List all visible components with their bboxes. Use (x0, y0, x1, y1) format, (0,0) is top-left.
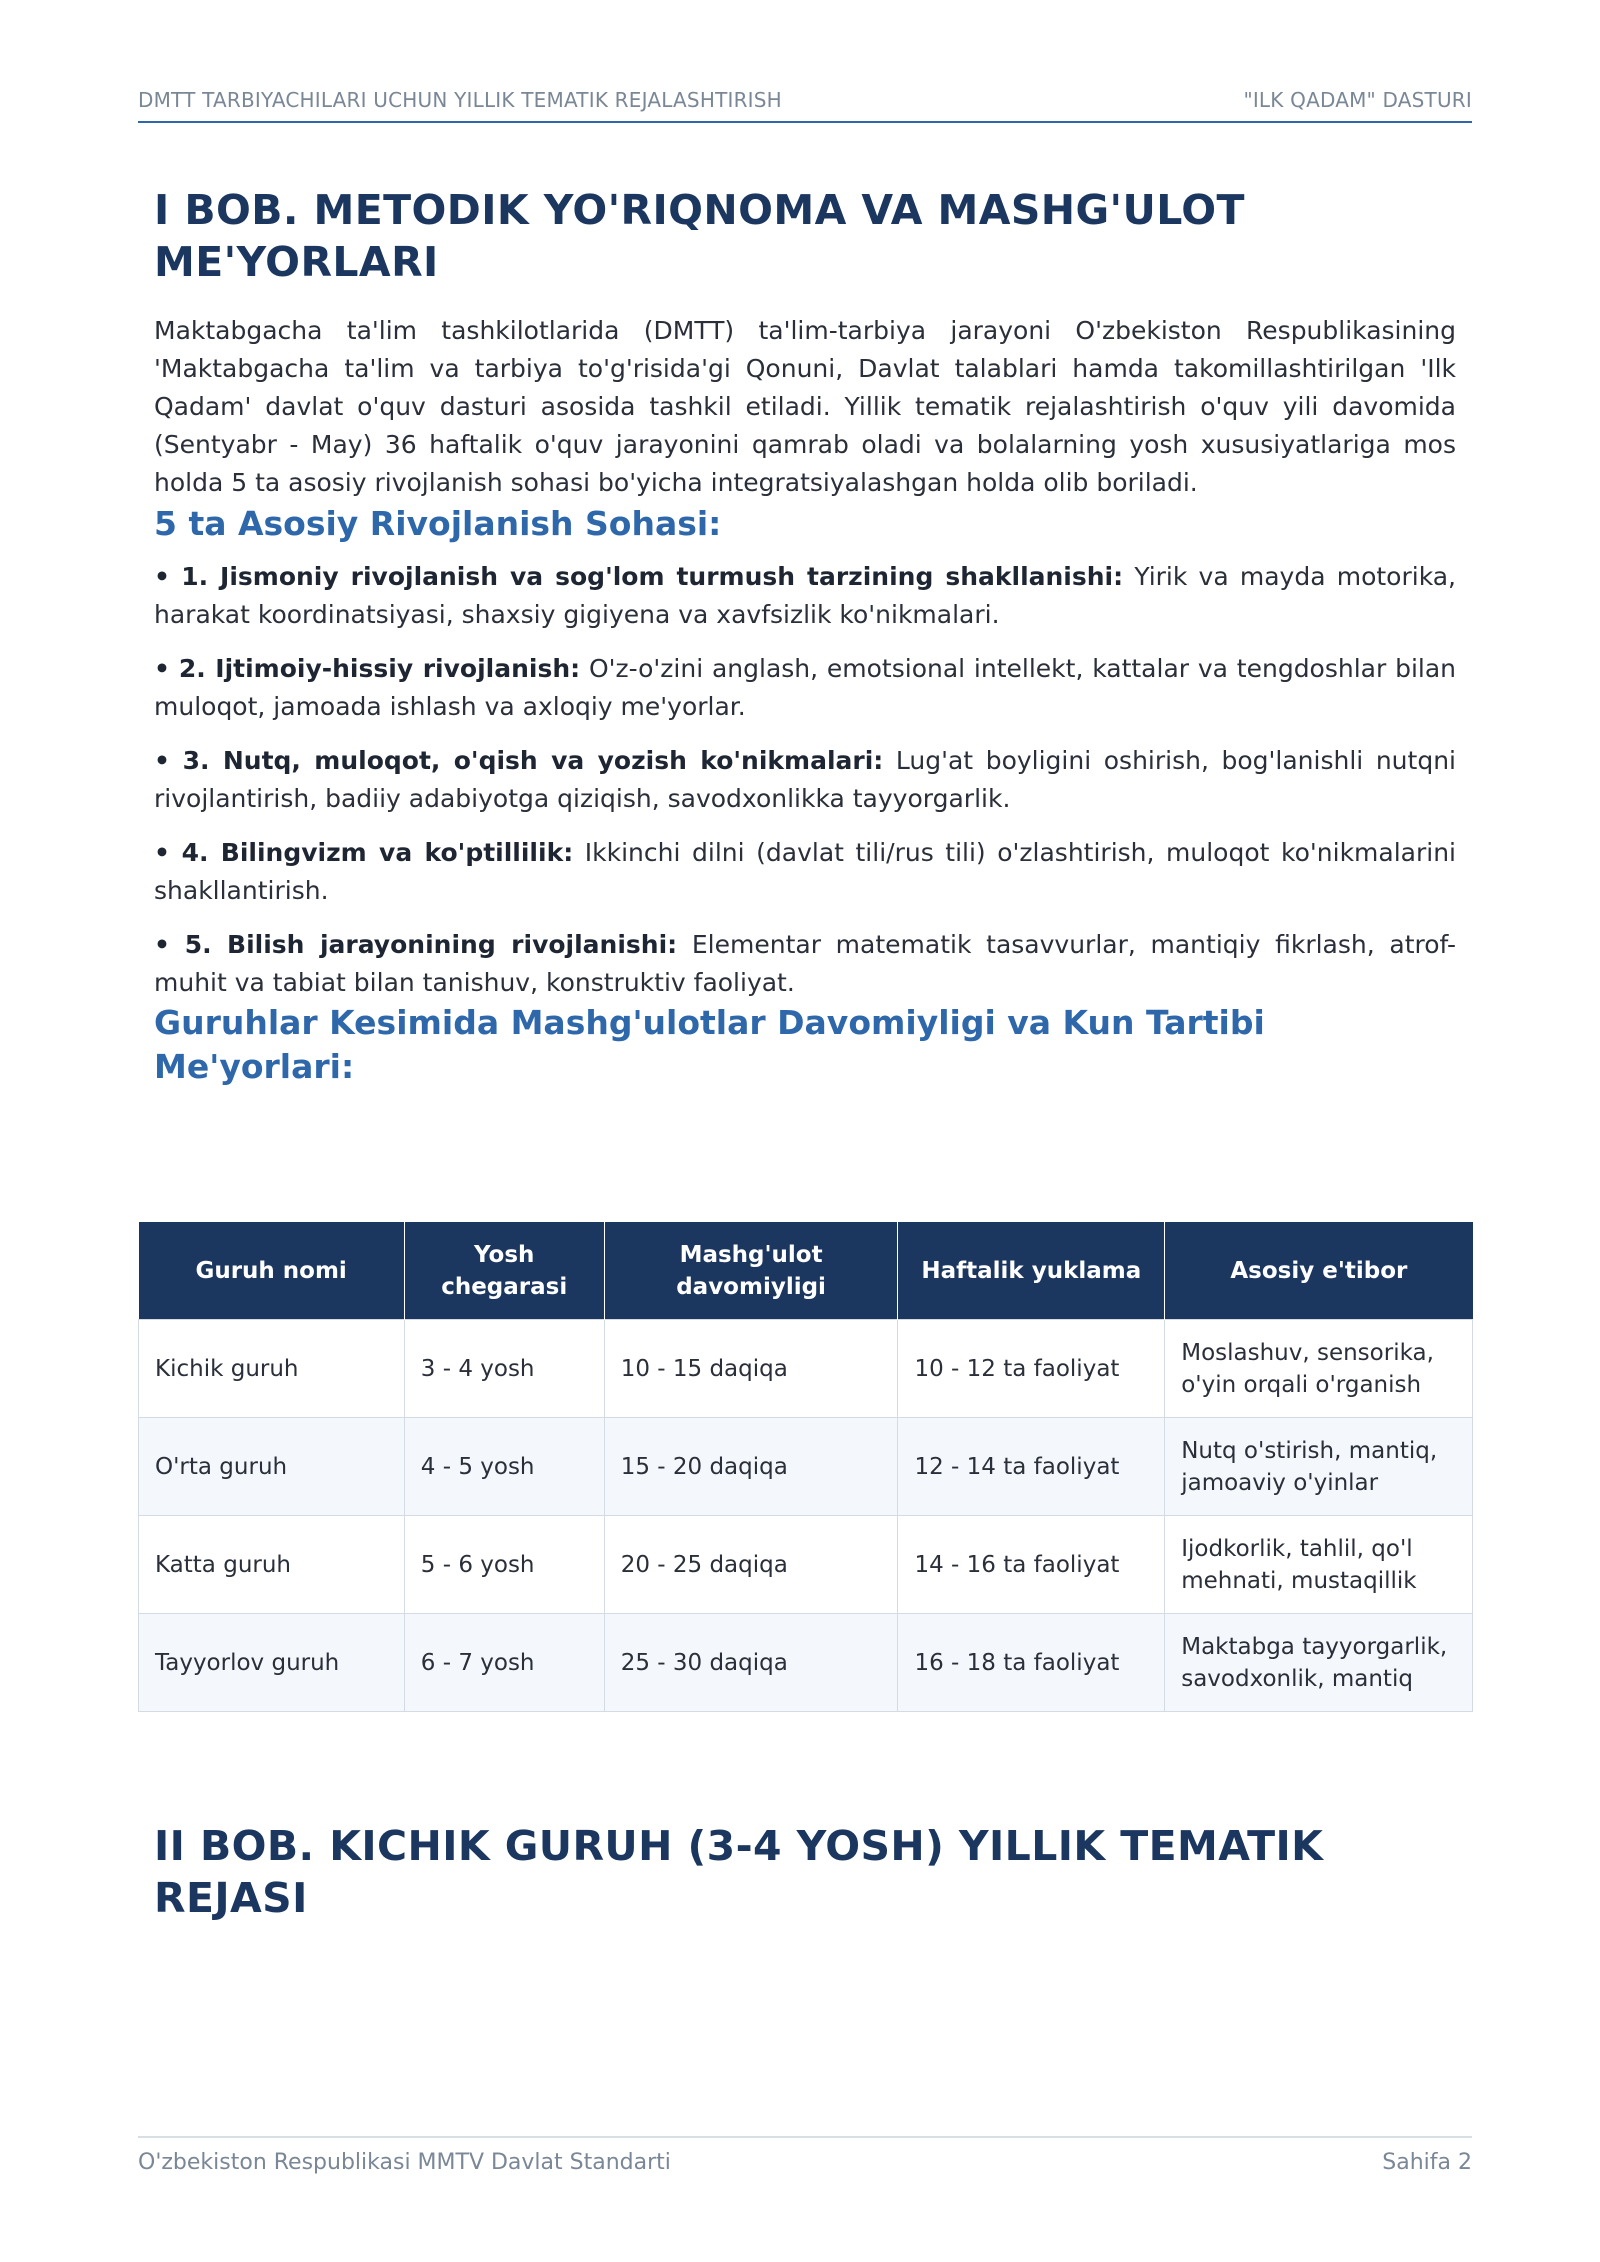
cell-group-name: Katta guruh (139, 1516, 405, 1614)
cell-age-range: 3 - 4 yosh (404, 1320, 604, 1418)
area-label: 4. Bilingvizm va ko'ptillilik: (181, 838, 574, 867)
cell-age-range: 6 - 7 yosh (404, 1614, 604, 1712)
column-header-weekly-load: Haftalik yuklama (898, 1222, 1165, 1320)
development-areas-title: 5 ta Asosiy Rivojlanish Sohasi: (154, 504, 722, 543)
development-area-item (154, 558, 1456, 633)
cell-age-range: 5 - 6 yosh (404, 1516, 604, 1614)
cell-group-name: Tayyorlov guruh (139, 1614, 405, 1712)
cell-main-focus: Moslashuv, sensorika, o'yin orqali o'rganish (1165, 1320, 1473, 1418)
area-description: Lug'at boyligini oshirish, bog'lanishli nutqni rivojlantirish, badiiy adabiyotga qiziqish, savodxonlikka tayyorgarlik. (154, 746, 1456, 813)
development-area-item (154, 834, 1456, 909)
area-label: 5. Bilish jarayonining rivojlanishi: (184, 930, 678, 959)
cell-weekly-load: 14 - 16 ta faoliyat (898, 1516, 1165, 1614)
table-row (139, 1516, 1473, 1614)
area-description: Ikkinchi dilni (davlat tili/rus tili) o'zlashtirish, muloqot ko'nikmalarini shakllantirish. (154, 838, 1456, 905)
main-content (154, 184, 1456, 1089)
area-label: 2. Ijtimoiy-hissiy rivojlanish: (178, 654, 581, 683)
area-bullet: • (154, 838, 170, 867)
cell-session-duration: 15 - 20 daqiqa (604, 1418, 898, 1516)
column-header-group-name: Guruh nomi (139, 1222, 405, 1320)
area-bullet: • (154, 930, 170, 959)
development-area-item (154, 650, 1456, 725)
cell-main-focus: Maktabga tayyorgarlik, savodxonlik, mantiq (1165, 1614, 1473, 1712)
cell-weekly-load: 12 - 14 ta faoliyat (898, 1418, 1165, 1516)
table-row (139, 1614, 1473, 1712)
cell-main-focus: Ijodkorlik, tahlil, qo'l mehnati, mustaqillik (1165, 1516, 1473, 1614)
cell-group-name: O'rta guruh (139, 1418, 405, 1516)
chapter-1-title: I BOB. METODIK YO'RIQNOMA VA MASHG'ULOT ME'YORLARI (154, 186, 1245, 286)
chapter-1-intro: Maktabgacha ta'lim tashkilotlarida (DMTT) ta'lim-tarbiya jarayoni O'zbekiston Respublikasining 'Maktabgacha ta'lim va tarbiya to'g'risida'gi Qonuni, Davlat talablari hamda takomillashtirilgan 'Ilk Qadam' davlat o'quv dasturi asosida tashkil etiladi. Yillik tematik rejalashtirish o'quv yili davomida (Sentyabr - May) 36 haftalik o'quv jarayonini qamrab oladi va bolalarning yosh xususiyatlariga mos holda 5 ta asosiy rivojlanish sohasi bo'yicha integratsiyalashgan holda olib boriladi. (154, 316, 1456, 497)
cell-session-duration: 20 - 25 daqiqa (604, 1516, 898, 1614)
cell-weekly-load: 16 - 18 ta faoliyat (898, 1614, 1165, 1712)
area-label: 1. Jismoniy rivojlanish va sog'lom turmush tarzining shakllanishi: (181, 562, 1124, 591)
column-header-main-focus: Asosiy e'tibor (1165, 1222, 1473, 1320)
cell-session-duration: 10 - 15 daqiqa (604, 1320, 898, 1418)
area-bullet: • (154, 562, 170, 591)
cell-weekly-load: 10 - 12 ta faoliyat (898, 1320, 1165, 1418)
page-number: Sahifa 2 (1382, 2150, 1472, 2175)
column-header-age-range: Yosh chegarasi (404, 1222, 604, 1320)
chapter-2-title: II BOB. KICHIK GURUH (3-4 YOSH) YILLIK TEMATIK REJASI (154, 1822, 1324, 1922)
area-description: Yirik va mayda motorika, harakat koordinatsiyasi, shaxsiy gigiyena va xavfsizlik ko'nikmalari. (154, 562, 1456, 629)
cell-session-duration: 25 - 30 daqiqa (604, 1614, 898, 1712)
development-area-item (154, 742, 1456, 817)
development-area-item (154, 926, 1456, 1001)
header-document-title: DMTT TARBIYACHILARI UCHUN YILLIK TEMATIK REJALASHTIRISH (138, 88, 782, 112)
table-header-row (139, 1222, 1473, 1320)
area-bullet: • (154, 654, 170, 683)
group-norms-title: Guruhlar Kesimida Mashg'ulotlar Davomiyligi va Kun Tartibi Me'yorlari: (154, 1003, 1265, 1086)
table-row (139, 1320, 1473, 1418)
area-label: 3. Nutq, muloqot, o'qish va yozish ko'nikmalari: (182, 746, 884, 775)
cell-age-range: 4 - 5 yosh (404, 1418, 604, 1516)
footer-standard-name: O'zbekiston Respublikasi MMTV Davlat Standarti (138, 2150, 671, 2175)
area-description: O'z-o'zini anglash, emotsional intellekt, kattalar va tengdoshlar bilan muloqot, jamoada ishlash va axloqiy me'yorlar. (154, 654, 1457, 721)
table-row (139, 1418, 1473, 1516)
page-header (138, 88, 1472, 123)
group-norms-table (138, 1222, 1473, 1712)
area-description: Elementar matematik tasavvurlar, mantiqiy fikrlash, atrof-muhit va tabiat bilan tanishuv, konstruktiv faoliyat. (154, 930, 1456, 997)
cell-group-name: Kichik guruh (139, 1320, 405, 1418)
cell-main-focus: Nutq o'stirish, mantiq, jamoaviy o'yinlar (1165, 1418, 1473, 1516)
page-footer (138, 2136, 1472, 2175)
header-program-name: "ILK QADAM" DASTURI (1243, 88, 1472, 112)
column-header-session-duration: Mashg'ulot davomiyligi (604, 1222, 898, 1320)
area-bullet: • (154, 746, 170, 775)
